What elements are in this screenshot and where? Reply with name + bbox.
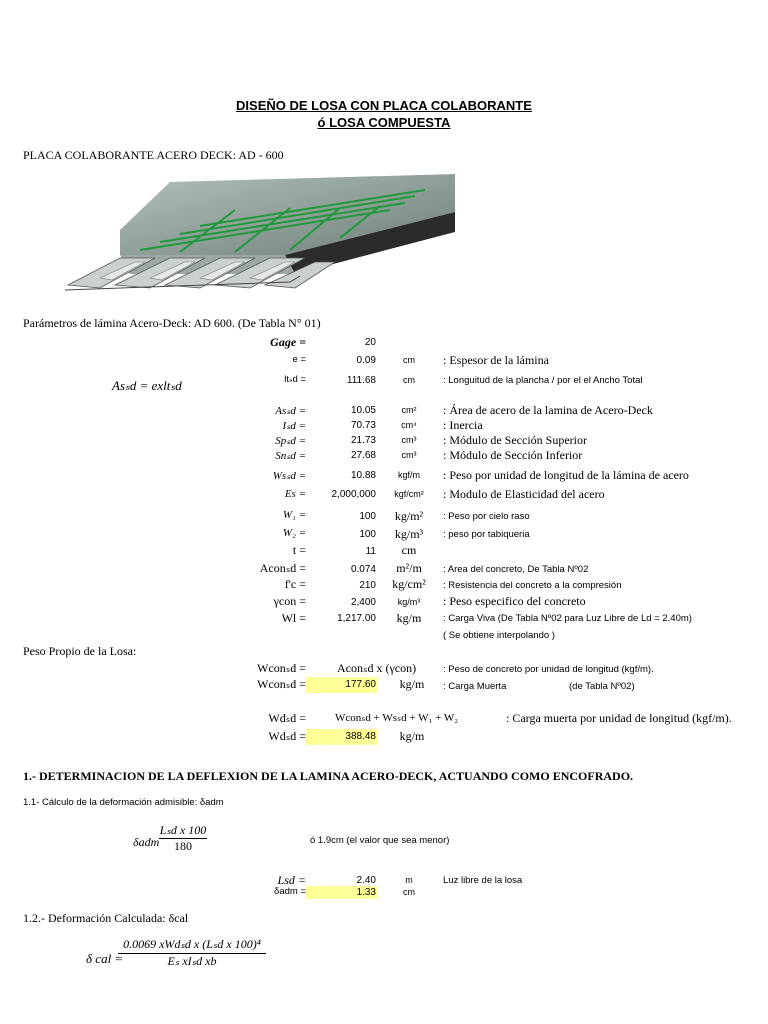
- param-desc-w2: : peso por tabiqueria: [443, 529, 530, 540]
- param-unit-w2: kg/m³: [394, 527, 424, 541]
- param-label-w1: W₁ =: [282, 509, 306, 521]
- wcon1-label: Wconₛd =: [257, 661, 306, 675]
- wd2-label: Wdₛd =: [268, 729, 306, 743]
- deck-illustration: [60, 170, 460, 295]
- param-desc-lt: : Longuitud de la plancha / por el el Ancho Total: [443, 375, 643, 386]
- title-line2: ó LOSA COMPUESTA: [317, 115, 451, 130]
- wcon2-value: 177.60: [306, 677, 378, 693]
- param-label-ws: Wsₛd =: [272, 470, 306, 482]
- param-label-wl: Wl =: [281, 611, 306, 625]
- param-desc-i: : Inercia: [443, 418, 483, 432]
- section1-heading: 1.- DETERMINACION DE LA DEFLEXION DE LA LAMINA ACERO-DECK, ACTUANDO COMO ENCOFRADO.: [23, 769, 634, 783]
- param-label-gage: Gage =: [270, 335, 306, 349]
- param-value-w2: 100: [359, 529, 376, 540]
- lsd-desc: Luz libre de la losa: [443, 875, 523, 886]
- wd1-desc: : Carga muerta por unidad de longitud (kgf/m).: [506, 711, 732, 725]
- wd2-value: 388.48: [306, 729, 378, 745]
- sub12-heading: 1.2.- Deformación Calculada: δcal: [23, 911, 189, 925]
- param-label-e: e =: [292, 354, 306, 365]
- param-label-t: t =: [292, 543, 306, 557]
- param-unit-sn: cm³: [401, 450, 417, 460]
- param-label-gcon: γcon =: [273, 594, 306, 608]
- param-value-acon: 0.074: [350, 564, 376, 575]
- fcal-num: 0.0069 xWdₛd x (Lₛd x 100)⁴: [118, 937, 266, 954]
- param-value-sp: 21.73: [350, 435, 376, 446]
- param-label-fc: f'c =: [284, 577, 306, 591]
- param-desc-gcon: : Peso especifico del concreto: [443, 594, 586, 608]
- formula-as: Asₛd = exltₛd: [112, 378, 182, 393]
- param-label-w2: W₂ =: [282, 527, 306, 539]
- param-unit-gcon: kg/m³: [397, 597, 421, 607]
- param-value-gage: 20: [364, 337, 376, 348]
- param-unit-wl: kg/m: [396, 611, 422, 625]
- param-value-fc: 210: [359, 580, 376, 591]
- param-unit-lt: cm: [403, 375, 415, 385]
- param-unit-t: cm: [401, 543, 417, 557]
- wd1-label: Wdₛd =: [268, 711, 306, 725]
- param-label-es: Es =: [284, 488, 306, 500]
- param-desc-sp: : Módulo de Sección Superior: [443, 433, 587, 447]
- param-desc-acon: : Area del concreto, De Tabla Nº02: [443, 564, 589, 575]
- fcal-den: Eₛ xIₛd xb: [167, 954, 217, 968]
- param-unit-acon: m²/m: [396, 561, 422, 575]
- lsd-value: 2.40: [356, 875, 376, 886]
- wcon2-desc: : Carga Muerta: [443, 681, 507, 692]
- param-label-as: Asₛd =: [275, 405, 306, 417]
- param-unit-i: cm⁴: [401, 420, 417, 430]
- param-value-e: 0.09: [356, 355, 376, 366]
- param-value-i: 70.73: [350, 420, 376, 431]
- param-label-acon: Aconₛd =: [259, 561, 306, 575]
- fadm-fraction: [159, 823, 207, 854]
- param-value-w1: 100: [359, 511, 376, 522]
- param-desc-w1: : Peso por cielo raso: [443, 511, 530, 522]
- lsd-label: Lsd =: [277, 873, 306, 887]
- wcon2-label: Wconₛd =: [257, 677, 306, 691]
- dadm-unit: cm: [403, 887, 415, 897]
- param-label-i: Iₛd =: [282, 420, 306, 432]
- param-unit-sp: cm³: [401, 435, 417, 445]
- param-label-sn: Snₛd =: [275, 450, 306, 462]
- param-label-lt: ltₛd =: [284, 374, 306, 385]
- param-unit-as: cm²: [401, 405, 417, 415]
- param-value-lt: 111.68: [346, 375, 376, 386]
- fadm-note: ó 1.9cm (el valor que sea menor): [310, 835, 450, 846]
- param-value-es: 2,000,000: [331, 489, 376, 500]
- param-value-sn: 27.68: [350, 450, 376, 461]
- wcon1-expr: Aconₛd x (γcon): [337, 661, 417, 675]
- title-line1: DISEÑO DE LOSA CON PLACA COLABORANTE: [236, 98, 532, 113]
- wcon1-desc: : Peso de concreto por unidad de longitud (kgf/m).: [443, 664, 654, 675]
- wcon2-note: (de Tabla Nº02): [569, 681, 635, 692]
- placa-header: PLACA COLABORANTE ACERO DECK: AD - 600: [23, 148, 284, 162]
- param-label-sp: Spₛd =: [275, 435, 306, 447]
- param-value-gcon: 2,400: [350, 597, 376, 608]
- fcal-lhs: δ cal =: [86, 951, 124, 966]
- param-value-wl: 1,217.00: [337, 613, 376, 624]
- param-value-as: 10.05: [350, 405, 376, 416]
- peso-header: Peso Propio de la Losa:: [23, 644, 137, 658]
- param-desc-sn: : Módulo de Sección Inferior: [443, 448, 583, 462]
- dadm-label: δadm =: [274, 886, 306, 897]
- sub11-heading: 1.1- Cálculo de la deformación admisible: δadm: [23, 797, 224, 808]
- param-value-ws: 10.88: [350, 470, 376, 481]
- interp-note: ( Se obtiene interpolando ): [443, 630, 555, 641]
- param-desc-wl: : Carga Viva (De Tabla Nº02 para Luz Libre de Ld = 2.40m): [443, 613, 692, 624]
- param-desc-ws: : Peso por unidad de longitud de la lámina de acero: [443, 468, 689, 482]
- params-header: Parámetros de lámina Acero-Deck: AD 600. (De Tabla N° 01): [23, 316, 321, 330]
- param-unit-es: kgf/cm²: [394, 489, 424, 499]
- wd1-expr: Wconₛd + Wsₛd + W₁ + W₂: [335, 712, 459, 724]
- lsd-unit: m: [405, 875, 413, 885]
- dadm-value: 1.33: [306, 886, 378, 899]
- wd2-unit: kg/m: [399, 729, 425, 743]
- fadm-den: 180: [174, 839, 192, 853]
- fadm-num: Lₛd x 100: [159, 823, 207, 837]
- param-unit-fc: kg/cm²: [392, 577, 426, 591]
- param-unit-ws: kgf/m: [397, 470, 420, 480]
- fcal-fraction: [118, 937, 266, 969]
- wcon2-unit: kg/m: [399, 677, 425, 691]
- param-desc-es: : Modulo de Elasticidad del acero: [443, 487, 605, 501]
- param-unit-e: cm: [403, 355, 415, 365]
- fadm-lhs: δadm: [133, 835, 160, 849]
- param-unit-w1: kg/m²: [394, 509, 424, 523]
- param-desc-e: : Espesor de la lámina: [443, 353, 549, 367]
- param-desc-fc: : Resistencia del concreto a la compresión: [443, 580, 622, 591]
- param-value-t: 11: [365, 546, 376, 557]
- param-desc-as: : Área de acero de la lamina de Acero-Deck: [443, 403, 653, 417]
